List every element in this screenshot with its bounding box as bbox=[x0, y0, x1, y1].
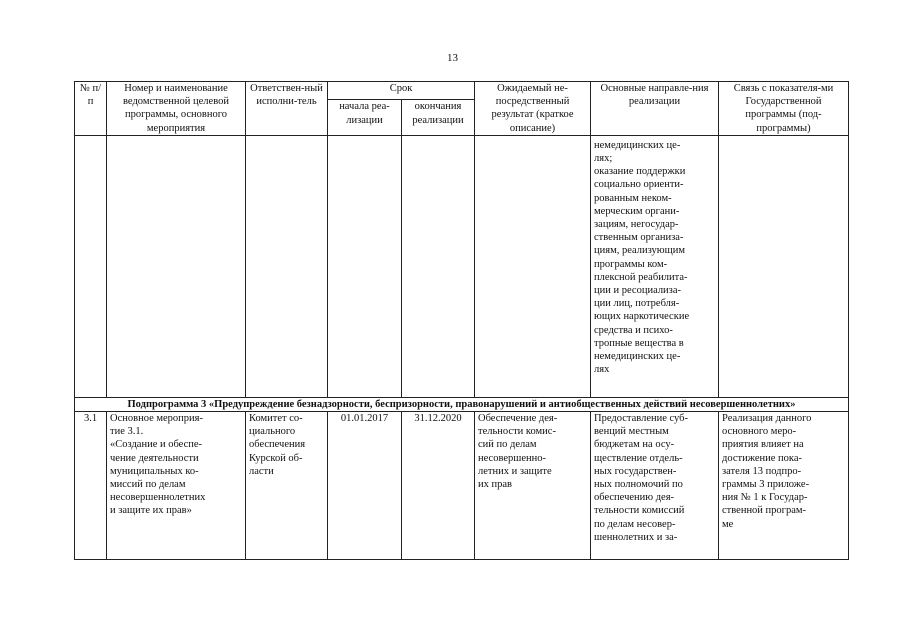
text-line: достижение пока- bbox=[722, 452, 803, 464]
continued-start-cell bbox=[328, 135, 402, 397]
text-line: миссий по делам bbox=[110, 479, 186, 491]
text-line: немедицинских це- bbox=[594, 351, 681, 363]
header-name: Номер и наименование ведомственной целевой программы, основного мероприятия bbox=[107, 82, 246, 136]
header-directions: Основные направле-ния реализации bbox=[591, 82, 719, 136]
text-line: ласти bbox=[249, 465, 274, 477]
text-line: лях bbox=[594, 364, 610, 376]
text-line: ществление отдель- bbox=[594, 452, 683, 464]
text-line: муниципальных ко- bbox=[110, 465, 199, 477]
text-line: приятия влияет на bbox=[722, 439, 804, 451]
page-number: 13 bbox=[447, 52, 458, 64]
text-line: Реализация данного bbox=[722, 413, 812, 425]
header-responsible: Ответствен-ный исполни-тель bbox=[246, 82, 328, 136]
text-line: немедицинских це- bbox=[594, 139, 681, 151]
row-name-cell bbox=[107, 412, 246, 560]
program-table bbox=[74, 81, 849, 560]
text-line: тельности комис- bbox=[478, 426, 556, 438]
continued-name-cell bbox=[107, 135, 246, 397]
text-line: обеспечения bbox=[249, 439, 306, 451]
row-start-date: 01.01.2017 bbox=[328, 412, 402, 560]
continued-end-cell bbox=[402, 135, 475, 397]
continued-row bbox=[75, 135, 849, 397]
row-directions-cell bbox=[591, 412, 719, 560]
text-line: ственным организа- bbox=[594, 232, 684, 244]
text-line: по делам несовер- bbox=[594, 518, 676, 530]
text-line: несовершенно- bbox=[478, 452, 547, 464]
continued-link-cell bbox=[719, 135, 849, 397]
continued-responsible-cell bbox=[246, 135, 328, 397]
row-end-date: 31.12.2020 bbox=[402, 412, 475, 560]
text-line: чение деятельности bbox=[110, 452, 199, 464]
row-link-cell bbox=[719, 412, 849, 560]
text-line: средства и психо- bbox=[594, 324, 673, 336]
text-line: ния № 1 к Государ- bbox=[722, 492, 808, 504]
text-line: тие 3.1. bbox=[110, 426, 144, 438]
continued-directions-cell bbox=[591, 135, 719, 397]
text-line: «Создание и обеспе- bbox=[110, 439, 203, 451]
text-line: Предоставление суб- bbox=[594, 413, 688, 425]
text-line: программы ком- bbox=[594, 258, 668, 270]
text-line: ных полномочий по bbox=[594, 479, 683, 491]
text-line: лях; bbox=[594, 153, 613, 165]
header-result: Ожидаемый не-посредственный результат (краткое описание) bbox=[475, 82, 591, 136]
text-line: циального bbox=[249, 426, 296, 438]
continued-result-cell bbox=[475, 135, 591, 397]
text-line: основного меро- bbox=[722, 426, 797, 438]
header-link: Связь с показателя-ми Государственной программы (под-программы) bbox=[719, 82, 849, 136]
text-line: ственной програм- bbox=[722, 505, 807, 517]
text-line: бюджетам на осу- bbox=[594, 439, 675, 451]
text-line: летних и защите bbox=[478, 465, 552, 477]
text-line: сий по делам bbox=[478, 439, 537, 451]
text-line: шеннолетних и за- bbox=[594, 531, 678, 543]
text-line: зателя 13 подпро- bbox=[722, 465, 802, 477]
text-line: тельности комиссий bbox=[594, 505, 685, 517]
text-line: венций местным bbox=[594, 426, 669, 438]
text-line: обеспечению дея- bbox=[594, 492, 675, 504]
text-line: социально ориенти- bbox=[594, 179, 684, 191]
text-line: и защите их прав» bbox=[110, 505, 192, 517]
header-term-end: окончания реализации bbox=[402, 100, 475, 135]
header-num: № п/п bbox=[75, 82, 107, 136]
text-line: их прав bbox=[478, 479, 512, 491]
table-row bbox=[75, 412, 849, 560]
text-line: Курской об- bbox=[249, 452, 303, 464]
text-line: ных государствен- bbox=[594, 465, 677, 477]
row-num: 3.1 bbox=[75, 412, 107, 560]
subprogram-title: Подпрограмма 3 «Предупреждение безнадзорности, беспризорности, правонарушений и антиобщественных действий несовершеннолетних» bbox=[75, 397, 849, 411]
text-line: Комитет со- bbox=[249, 413, 303, 425]
text-line: ции и ресоциализа- bbox=[594, 285, 681, 297]
header-term: Срок bbox=[328, 82, 475, 100]
text-line: Основное мероприя- bbox=[110, 413, 203, 425]
text-line: ющих наркотические bbox=[594, 311, 690, 323]
text-line: несовершеннолетних bbox=[110, 492, 206, 504]
text-line: мерческим органи- bbox=[594, 205, 680, 217]
header-term-start: начала реа-лизации bbox=[328, 100, 402, 135]
text-line: Обеспечение дея- bbox=[478, 413, 558, 425]
text-line: циям, реализующим bbox=[594, 245, 685, 257]
text-line: оказание поддержки bbox=[594, 166, 686, 178]
text-line: тропные вещества в bbox=[594, 337, 684, 349]
text-line: ме bbox=[722, 518, 734, 530]
header-row bbox=[75, 82, 849, 100]
subprogram-row bbox=[75, 397, 849, 411]
text-line: граммы 3 приложе- bbox=[722, 479, 810, 491]
text-line: плексной реабилита- bbox=[594, 271, 688, 283]
text-line: ции лиц, потребля- bbox=[594, 298, 680, 310]
row-responsible-cell bbox=[246, 412, 328, 560]
row-result-cell bbox=[475, 412, 591, 560]
text-line: рованным неком- bbox=[594, 192, 672, 204]
continued-num-cell bbox=[75, 135, 107, 397]
text-line: зациям, негосудар- bbox=[594, 219, 679, 231]
